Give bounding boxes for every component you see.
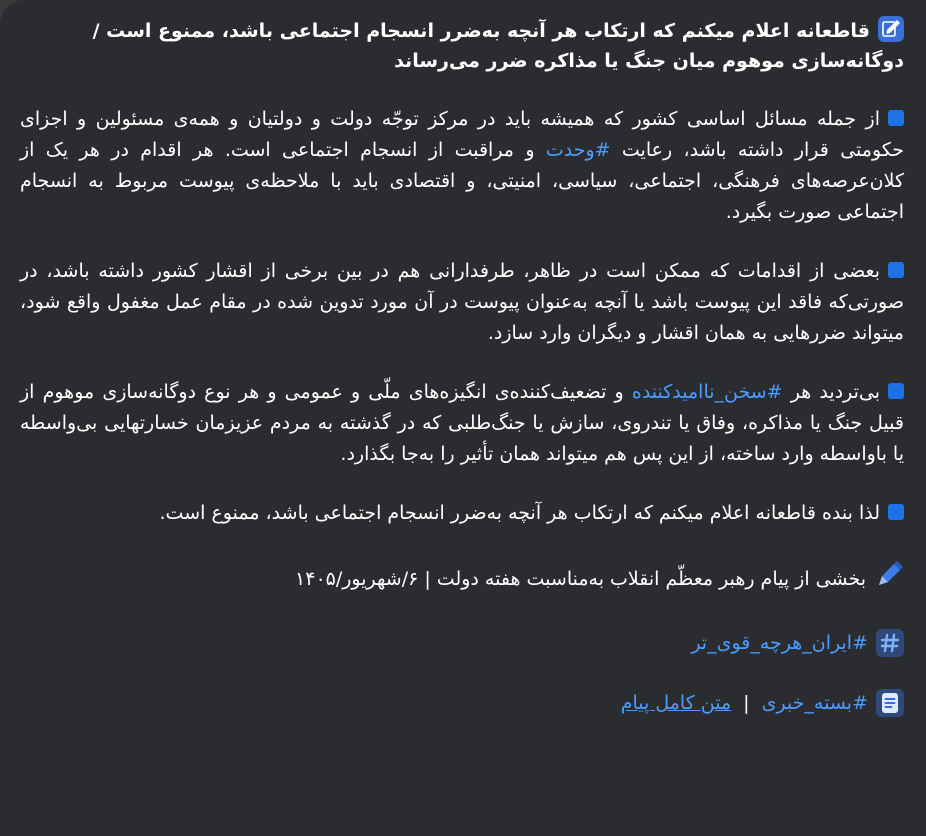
title-text: قاطعانه اعلام میکنم که ارتکاب هر آنچه به‌ضرر انسجام اجتماعی باشد، ممنوع است / دوگانه‌سازی موهوم میان جنگ یا مذاکره ضرر می‌رساند: [92, 20, 904, 72]
blue-square-icon: [888, 262, 904, 278]
source-line: [20, 559, 904, 598]
blue-square-icon: [888, 110, 904, 126]
paragraph-4: لذا بنده قاطعانه اعلام میکنم که ارتکاب هر آنچه به‌ضرر انسجام اجتماعی باشد، ممنوع است.: [20, 498, 904, 529]
blue-square-icon: [888, 504, 904, 520]
message-title: [20, 16, 904, 76]
hashtag-iran-link[interactable]: #ایران_هرچه_قوی_تر: [691, 632, 868, 654]
news-line: [20, 688, 904, 718]
pen-icon: [874, 559, 904, 598]
paragraph-3: بی‌تردید هر #سخن_ناامیدکننده و تضعیف‌کننده‌ی انگیزه‌های ملّی و عمومی و هر نوع دوگانه‌سازی موهوم از قبیل جنگ یا مذاکره، وفاق یا تندروی، سازش یا جنگ‌طلبی که در گذشته به مردم عزیزمان خسارتهایی بی‌واسطه یا باواسطه وارد ساخته، از این پس هم میتواند همان تأثیر را به‌جا بگذارد.: [20, 381, 904, 465]
paragraph-2: بعضی از اقدامات که ممکن است در ظاهر، طرفدارانی هم در بین برخی از اقشار کشور داشته باشد، در صورتی‌که فاقد این پیوست باشد یا آنچه به‌عنوان پیوست در آن مورد تدوین شده در مقام عمل مغفول واقع شود، میتواند ضررهایی به همان اقشار و دیگران وارد سازد.: [20, 260, 904, 344]
source-text: بخشی از پیام رهبر معظّم انقلاب به‌مناسبت هفته دولت | ۶/شهریور/۱۴۰۵: [295, 567, 866, 590]
hashtag-news-link[interactable]: #بسته_خبری: [761, 692, 868, 714]
pencil-memo-icon: [878, 16, 904, 42]
hashtag-unity-link[interactable]: #وحدت: [545, 139, 611, 161]
hash-icon: [876, 629, 904, 657]
document-icon: [876, 689, 904, 717]
blue-square-icon: [888, 383, 904, 399]
hashtag-line: [20, 628, 904, 658]
paragraph-1: از جمله مسائل اساسی کشور که همیشه باید در مرکز توجّه دولت و دولتیان و همه‌ی مسئولین و اجزای حکومتی قرار داشته باشد، رعایت #وحدت و مراقبت از انسجام اجتماعی است. هر اقدام در هر یک از کلان‌عرصه‌های فرهنگی، اجتماعی، سیاسی، امنیتی، و اقتصادی باید با ملاحظه‌ی پیوست مربوط به انسجام اجتماعی صورت بگیرد.: [20, 108, 905, 223]
separator: |: [743, 692, 750, 714]
full-text-link[interactable]: متن کامل پیام: [620, 692, 732, 714]
hashtag-discouraging-link[interactable]: #سخن_ناامیدکننده: [631, 381, 783, 403]
